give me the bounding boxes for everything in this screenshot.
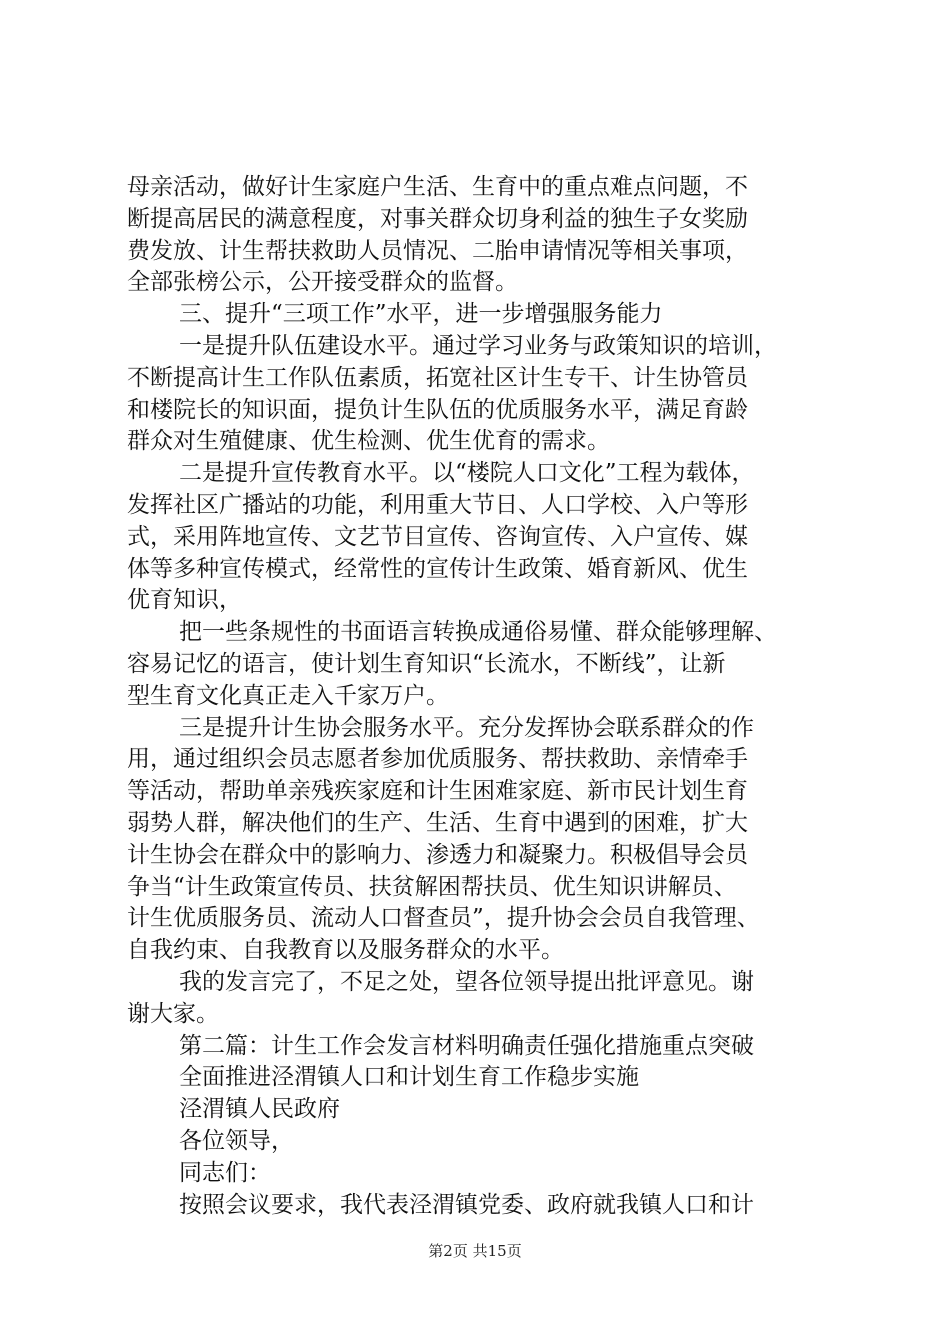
text-line: 发挥社区广播站的功能，利用重大节日、人口学校、入户等形	[127, 491, 748, 518]
text-line: 三、提升“三项工作”水平，进一步增强服务能力	[179, 301, 663, 328]
text-line: 计生协会在群众中的影响力、渗透力和凝聚力。积极倡导会员	[127, 841, 748, 868]
text-line: 我的发言完了，不足之处，望各位领导提出批评意见。谢	[179, 968, 754, 995]
document-body	[127, 172, 827, 1221]
text-line: 谢大家。	[127, 1000, 219, 1027]
text-line: 断提高居民的满意程度，对事关群众切身利益的独生子女奖励	[127, 205, 748, 232]
text-line: 全面推进泾渭镇人口和计划生育工作稳步实施	[179, 1064, 639, 1091]
text-line: 和楼院长的知识面，提负计生队伍的优质服务水平，满足育龄	[127, 396, 748, 423]
text-line: 三是提升计生协会服务水平。充分发挥协会联系群众的作	[179, 714, 754, 741]
text-line: 容易记忆的语言，使计划生育知识“长流水，不断线”，让新	[127, 650, 726, 677]
text-line: 不断提高计生工作队伍素质，拓宽社区计生专干、计生协管员	[127, 364, 748, 391]
text-line: 计生优质服务员、流动人口督查员”，提升协会会员自我管理、	[127, 905, 760, 932]
text-line: 把一些条规性的书面语言转换成通俗易懂、群众能够理解、	[179, 619, 777, 646]
text-line: 全部张榜公示，公开接受群众的监督。	[127, 269, 518, 296]
page-footer: 第2页 共15页	[428, 1242, 522, 1260]
text-line: 一是提升队伍建设水平。通过学习业务与政策知识的培训，	[179, 332, 777, 359]
text-line: 按照会议要求，我代表泾渭镇党委、政府就我镇人口和计	[179, 1191, 754, 1218]
text-line: 式，采用阵地宣传、文艺节目宣传、咨询宣传、入户宣传、媒	[127, 523, 748, 550]
text-line: 同志们：	[179, 1159, 271, 1186]
text-line: 母亲活动，做好计生家庭户生活、生育中的重点难点问题，不	[127, 174, 748, 200]
text-line: 费发放、计生帮扶救助人员情况、二胎申请情况等相关事项，	[127, 237, 748, 264]
text-line: 体等多种宣传模式，经常性的宣传计生政策、婚育新风、优生	[127, 555, 748, 582]
text-line: 各位领导，	[179, 1127, 294, 1154]
text-line: 用，通过组织会员志愿者参加优质服务、帮扶救助、亲情牵手	[127, 746, 748, 773]
text-line: 弱势人群，解决他们的生产、生活、生育中遇到的困难，扩大	[127, 809, 748, 836]
text-line: 第二篇：计生工作会发言材料明确责任强化措施重点突破	[179, 1032, 754, 1059]
text-line: 自我约束、自我教育以及服务群众的水平。	[127, 937, 564, 964]
text-line: 优育知识，	[127, 587, 242, 614]
text-line: 泾渭镇人民政府	[179, 1096, 340, 1123]
text-line: 争当“计生政策宣传员、扶贫解困帮扶员、优生知识讲解员、	[127, 873, 737, 900]
text-line: 等活动，帮助单亲残疾家庭和计生困难家庭、新市民计划生育	[127, 778, 748, 805]
text-line: 群众对生殖健康、优生检测、优生优育的需求。	[127, 428, 610, 455]
text-line: 二是提升宣传教育水平。以“楼院人口文化”工程为载体，	[179, 460, 755, 487]
text-line: 型生育文化真正走入千家万户。	[127, 682, 449, 709]
